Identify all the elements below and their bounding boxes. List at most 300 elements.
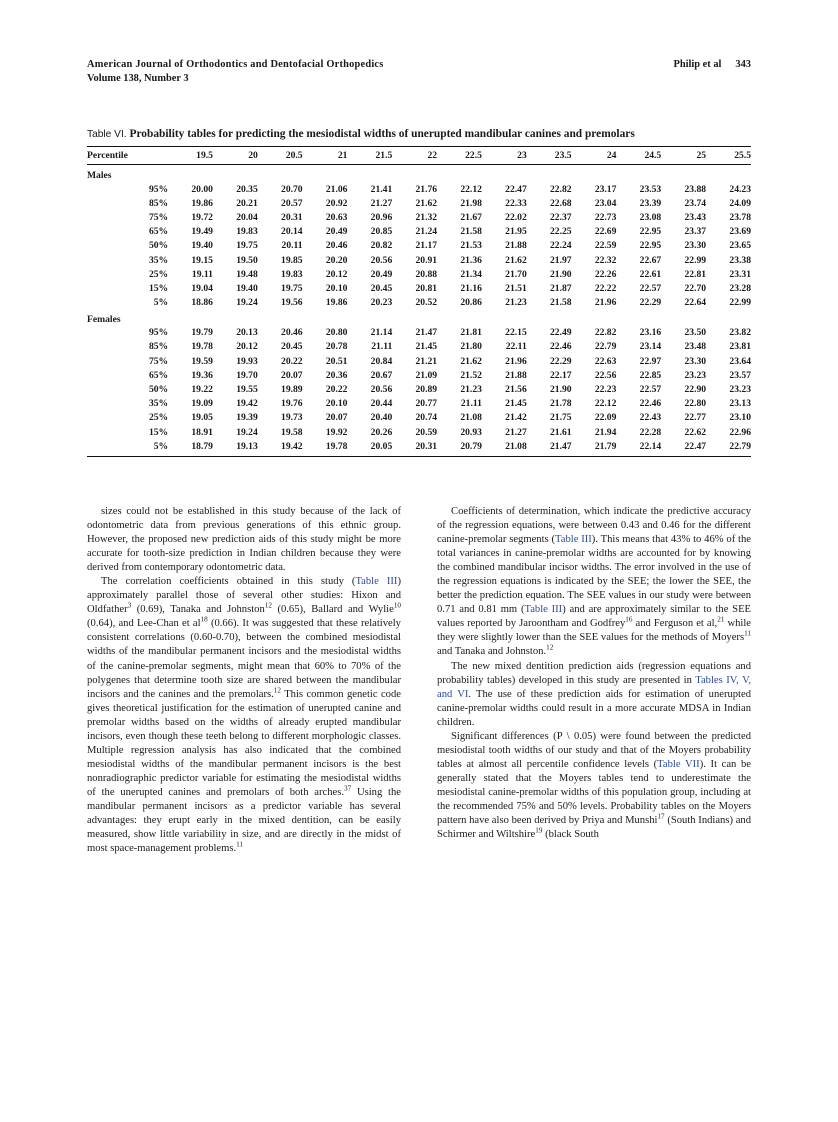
cell-value: 22.33	[505, 197, 527, 209]
cell-value: 22.63	[594, 355, 617, 367]
cell-value: 21.76	[415, 183, 438, 195]
cell-value: 24.23	[729, 183, 751, 195]
cell-value: 19.15	[191, 254, 213, 266]
cell-value: 21.58	[460, 226, 482, 238]
cell-value: 22.25	[549, 226, 572, 238]
cell-value: 23.17	[594, 183, 617, 195]
cell-value: 22.82	[594, 327, 617, 339]
cell-value: 20.04	[236, 211, 258, 223]
cell-value: 22.70	[684, 282, 707, 294]
table-group-row	[87, 310, 751, 326]
cell-value: 21.16	[460, 282, 482, 294]
cell-value: 19.76	[281, 398, 303, 410]
table-row	[87, 281, 751, 295]
cell-percentile: 35%	[148, 254, 169, 266]
cell-value: 20.91	[415, 254, 438, 266]
cell-value: 18.86	[191, 297, 213, 309]
cell-value: 19.78	[325, 440, 348, 452]
cell-value: 21.90	[549, 268, 572, 280]
table-header	[87, 147, 751, 165]
cell-value: 22.64	[684, 297, 707, 309]
cell-value: 20.22	[325, 384, 348, 396]
cell-value: 22.57	[639, 282, 662, 294]
cell-value: 21.45	[505, 398, 527, 410]
cell-value: 19.75	[281, 282, 303, 294]
cell-value: 19.83	[236, 226, 258, 238]
cell-value: 21.23	[505, 297, 527, 309]
cell-value: 19.73	[281, 412, 303, 424]
cell-value: 22.81	[684, 268, 707, 280]
rp1-t2: ). This means that 43% to 46% of the total variances in canine-premolar widths are accounted for by knowing the combined mandibular incisor widths. The error involved in the use of the regression equations is indicated by the SEE; the lower the SEE, the better the prediction equation. The SEE values in our study were between 0.71 and 0.81 mm (	[437, 534, 751, 616]
cell-value: 21.88	[505, 369, 527, 381]
cell-value: 19.72	[191, 211, 213, 223]
table-row	[87, 267, 751, 281]
cell-value: 21.62	[505, 254, 527, 266]
table-row	[87, 239, 751, 253]
cell-value: 20.36	[325, 369, 348, 381]
ref-sup-12b: 12	[273, 686, 281, 695]
cell-value: 20.57	[281, 197, 303, 209]
cell-value: 19.50	[236, 254, 258, 266]
cell-value: 19.40	[191, 240, 213, 252]
group-label-females: Females	[87, 313, 121, 325]
cell-value: 21.17	[415, 240, 438, 252]
cell-value: 20.44	[370, 398, 393, 410]
cell-value: 22.82	[549, 183, 572, 195]
cell-value: 23.43	[684, 211, 707, 223]
cell-value: 20.56	[370, 384, 393, 396]
cell-percentile: 5%	[153, 297, 169, 309]
cell-value: 22.59	[594, 240, 617, 252]
cell-value: 21.61	[549, 426, 572, 438]
ref-sup-12c: 12	[546, 643, 554, 652]
page-number: 343	[735, 59, 751, 70]
cell-value: 21.47	[549, 440, 572, 452]
cell-value: 23.64	[729, 355, 751, 367]
table-header-row	[87, 147, 751, 165]
cell-value: 20.74	[415, 412, 438, 424]
cell-value: 22.17	[549, 369, 572, 381]
cell-value: 22.02	[505, 211, 527, 223]
cell-value: 22.80	[684, 398, 707, 410]
cell-value: 19.22	[191, 384, 213, 396]
cell-value: 23.78	[729, 211, 751, 223]
lp2-t2: ) approximately parallel those of several other studies: Hixon and Oldfather	[87, 576, 401, 616]
header-percentile: Percentile	[87, 147, 168, 165]
cell-value: 19.42	[281, 440, 303, 452]
table-row	[87, 196, 751, 210]
cell-value: 18.91	[191, 426, 213, 438]
cell-value: 22.85	[639, 369, 662, 381]
author-line: Philip et al	[673, 59, 722, 70]
ref-sup-10: 10	[393, 601, 402, 610]
cell-value: 23.74	[684, 197, 707, 209]
cell-value: 23.57	[729, 369, 751, 381]
cell-value: 21.51	[505, 282, 527, 294]
xref-table-vii[interactable]: Table VII	[657, 758, 700, 770]
cell-value: 22.99	[729, 297, 751, 309]
cell-value: 19.24	[236, 426, 258, 438]
xref-table-iii-b[interactable]: Table III	[555, 534, 592, 546]
table-row	[87, 425, 751, 439]
header-width-22: 22	[392, 147, 437, 165]
cell-value: 20.00	[191, 183, 213, 195]
cell-value: 22.29	[549, 355, 572, 367]
left-column	[87, 505, 401, 856]
ref-sup-19: 19	[535, 826, 543, 835]
cell-value: 19.58	[281, 426, 303, 438]
cell-value: 23.23	[684, 369, 707, 381]
table-row	[87, 382, 751, 396]
cell-value: 20.10	[325, 398, 348, 410]
cell-value: 22.90	[684, 384, 707, 396]
lp2-t4: (0.65), Ballard and Wylie	[271, 604, 394, 616]
cell-value: 22.28	[639, 426, 662, 438]
cell-value: 20.45	[370, 282, 393, 294]
running-head-journal	[87, 58, 383, 85]
header-width-25-5: 25.5	[706, 147, 751, 165]
rp3-t3: (South Indians) and Schirmer and Wiltshire	[437, 815, 751, 841]
cell-value: 20.59	[415, 426, 438, 438]
journal-title: American Journal of Orthodontics and Dentofacial Orthopedics	[87, 59, 384, 70]
header-width-24-5: 24.5	[616, 147, 661, 165]
ref-sup-16: 16	[625, 615, 633, 624]
ref-sup-18: 18	[200, 615, 208, 624]
cell-value: 19.49	[191, 226, 213, 238]
cell-value: 19.86	[325, 297, 348, 309]
left-para-2	[87, 575, 401, 856]
table-label: Table VI.	[87, 129, 127, 140]
cell-value: 22.29	[639, 297, 662, 309]
table-row	[87, 210, 751, 224]
cell-value: 21.27	[370, 197, 393, 209]
header-width-20: 20	[213, 147, 258, 165]
cell-value: 22.79	[594, 341, 617, 353]
cell-percentile: 5%	[153, 440, 169, 452]
cell-value: 20.96	[370, 211, 393, 223]
cell-value: 21.32	[415, 211, 438, 223]
cell-value: 23.81	[729, 341, 751, 353]
cell-value: 22.11	[505, 341, 527, 353]
cell-value: 22.49	[549, 327, 572, 339]
cell-percentile: 85%	[148, 341, 169, 353]
cell-value: 20.80	[325, 327, 348, 339]
cell-value: 21.81	[460, 327, 482, 339]
cell-value: 22.56	[594, 369, 617, 381]
cell-value: 22.24	[549, 240, 572, 252]
cell-value: 19.93	[236, 355, 258, 367]
cell-value: 19.24	[236, 297, 258, 309]
cell-value: 22.79	[729, 440, 751, 452]
cell-value: 19.70	[236, 369, 258, 381]
probability-table	[87, 146, 751, 456]
table-vi-block	[87, 127, 751, 457]
cell-value: 21.23	[460, 384, 482, 396]
cell-value: 20.11	[281, 240, 303, 252]
cell-value: 21.96	[505, 355, 527, 367]
cell-value: 21.95	[505, 226, 527, 238]
cell-value: 22.69	[594, 226, 617, 238]
cell-value: 21.11	[371, 341, 393, 353]
cell-value: 21.34	[460, 268, 482, 280]
cell-value: 21.36	[460, 254, 482, 266]
cell-value: 22.77	[684, 412, 707, 424]
cell-value: 19.59	[191, 355, 213, 367]
cell-percentile: 15%	[148, 282, 169, 294]
cell-value: 19.48	[236, 268, 258, 280]
cell-value: 21.56	[505, 384, 527, 396]
cell-value: 21.08	[505, 440, 527, 452]
cell-value: 22.37	[549, 211, 572, 223]
running-head	[87, 58, 751, 85]
cell-value: 22.47	[505, 183, 527, 195]
lp2-t8: Using the mandibular permanent incisors as a predictor variable has several advantages: they erupt early in the mixed dentition, can be easily measured, show little variability in size, and are directly in the midst of most space-management problems.	[87, 786, 401, 855]
cell-percentile: 50%	[148, 384, 169, 396]
cell-percentile: 35%	[148, 398, 169, 410]
cell-value: 21.21	[415, 355, 438, 367]
cell-value: 21.47	[415, 327, 438, 339]
cell-value: 22.26	[594, 268, 617, 280]
cell-value: 21.41	[370, 183, 393, 195]
cell-value: 22.47	[684, 440, 707, 452]
cell-value: 21.14	[370, 327, 393, 339]
lp2-t1: The correlation coefficients obtained in this study (	[101, 576, 356, 588]
cell-value: 21.62	[460, 355, 482, 367]
cell-value: 20.56	[370, 254, 393, 266]
right-para-2	[437, 660, 751, 730]
cell-value: 20.26	[370, 426, 393, 438]
cell-value: 23.10	[729, 412, 751, 424]
header-width-20-5: 20.5	[258, 147, 303, 165]
cell-value: 22.14	[639, 440, 662, 452]
table-row	[87, 182, 751, 196]
cell-value: 23.30	[684, 355, 707, 367]
cell-value: 21.80	[460, 341, 482, 353]
cell-value: 19.92	[325, 426, 348, 438]
cell-value: 20.77	[415, 398, 438, 410]
ref-sup-12a: 12	[264, 601, 272, 610]
cell-value: 23.48	[684, 341, 707, 353]
cell-value: 23.04	[594, 197, 617, 209]
cell-percentile: 75%	[148, 355, 169, 367]
ref-sup-17: 17	[657, 812, 665, 821]
cell-value: 19.36	[191, 369, 213, 381]
cell-value: 22.46	[549, 341, 572, 353]
ref-sup-11a: 11	[236, 840, 244, 849]
rp3-t4: (black South	[542, 829, 599, 841]
cell-value: 18.79	[191, 440, 213, 452]
cell-value: 20.13	[236, 327, 258, 339]
cell-value: 20.31	[281, 211, 303, 223]
rp2-t2: . The use of these prediction aids for estimation of unerupted canine-premolar widths could result in a more accurate MDSA in Indian children.	[437, 688, 752, 728]
cell-value: 21.11	[460, 398, 482, 410]
cell-value: 22.32	[594, 254, 617, 266]
cell-value: 23.23	[729, 384, 751, 396]
cell-value: 21.70	[505, 268, 527, 280]
cell-value: 23.82	[729, 327, 751, 339]
cell-value: 20.49	[325, 226, 348, 238]
rp3-t1: Significant differences (P \ 0.05) were found between the predicted mesiodistal tooth widths of our study and that of the Moyers probability tables at almost all percentile confidence levels (	[437, 730, 751, 770]
header-width-25: 25	[661, 147, 706, 165]
cell-value: 23.53	[639, 183, 662, 195]
cell-value: 20.40	[370, 412, 393, 424]
cell-value: 20.85	[370, 226, 393, 238]
cell-value: 21.45	[415, 341, 438, 353]
header-width-24: 24	[572, 147, 617, 165]
cell-value: 20.20	[325, 254, 348, 266]
cell-value: 20.21	[236, 197, 258, 209]
cell-value: 22.43	[639, 412, 662, 424]
cell-value: 19.11	[191, 268, 213, 280]
lp2-t7: This common genetic code gives theoretical justification for the estimation of unerupted canine and premolar widths based on the widths of already erupted mandibular incisors, even though these teeth belong to different morphologic classes. Multiple regression analysis has also indicated that the combined mesiodistal widths of the mandibular permanent incisors is the best nonradiographic predictor variable for estimating the mesiodistal widths of the unerupted canines and premolars of both arches.	[87, 688, 401, 798]
lp2-t6: (0.66). It was suggested that these relatively consistent correlations (0.60-0.70), between the combined mesiodistal widths of the mandibular permanent incisors and the mesiodistal widths of the canine-premolar segments, might mean that 60% to 70% of the polygenes that determine tooth size are shared between the mandibular incisors and the canines and the premolars.	[87, 618, 401, 700]
cell-value: 19.78	[191, 341, 213, 353]
cell-value: 22.23	[594, 384, 617, 396]
cell-value: 20.84	[370, 355, 393, 367]
cell-value: 19.09	[191, 398, 213, 410]
cell-value: 20.07	[325, 412, 348, 424]
cell-value: 19.13	[236, 440, 258, 452]
table-row	[87, 340, 751, 354]
cell-value: 20.31	[415, 440, 438, 452]
cell-value: 21.97	[549, 254, 572, 266]
xref-table-iii-c[interactable]: Table III	[524, 604, 563, 616]
cell-value: 20.92	[325, 197, 348, 209]
cell-value: 22.09	[594, 412, 617, 424]
rp3-t2: ). It can be generally stated that the Moyers tables tend to underestimate the mesiodistal canine-premolar widths of this population group, including at the recommended 75% and 50% levels. Probability tables on the Moyers pattern have also been derived by Priya and Munshi	[437, 758, 751, 827]
cell-value: 20.49	[370, 268, 393, 280]
cell-value: 23.38	[729, 254, 751, 266]
cell-value: 23.16	[639, 327, 662, 339]
cell-percentile: 15%	[148, 426, 169, 438]
table-row	[87, 326, 751, 340]
table-row	[87, 253, 751, 267]
cell-value: 23.30	[684, 240, 707, 252]
right-column	[437, 505, 751, 856]
cell-value: 19.75	[236, 240, 258, 252]
header-width-21: 21	[303, 147, 348, 165]
cell-value: 24.09	[729, 197, 751, 209]
cell-value: 23.69	[729, 226, 751, 238]
cell-value: 20.86	[460, 297, 482, 309]
cell-value: 23.39	[639, 197, 662, 209]
table-row	[87, 354, 751, 368]
cell-value: 19.42	[236, 398, 258, 410]
header-width-21-5: 21.5	[347, 147, 392, 165]
rp1-t4: and Ferguson et al,	[632, 618, 718, 630]
ref-sup-3: 3	[127, 601, 132, 610]
cell-value: 21.87	[549, 282, 572, 294]
right-para-3	[437, 730, 751, 842]
cell-value: 22.57	[639, 384, 662, 396]
cell-value: 19.39	[236, 412, 258, 424]
table-row	[87, 225, 751, 239]
running-head-authors	[673, 58, 751, 72]
cell-value: 21.08	[460, 412, 482, 424]
rp1-t3: ) and are approximately similar to the SEE values reported by Jaroontham and Godfrey	[437, 604, 752, 630]
cell-value: 19.89	[281, 384, 303, 396]
ref-sup-37: 37	[344, 784, 352, 793]
cell-value: 22.96	[729, 426, 751, 438]
cell-value: 19.85	[281, 254, 303, 266]
cell-value: 22.12	[594, 398, 617, 410]
cell-value: 19.86	[191, 197, 213, 209]
cell-value: 21.94	[594, 426, 617, 438]
cell-value: 20.23	[370, 297, 393, 309]
cell-value: 20.46	[281, 327, 303, 339]
rp1-t1: Coefficients of determination, which indicate the predictive accuracy of the regression equations, were between 0.43 and 0.46 for the different canine-premolar segments (	[437, 506, 751, 546]
cell-value: 21.42	[505, 412, 527, 424]
cell-value: 21.78	[549, 398, 572, 410]
group-label-males: Males	[87, 170, 112, 181]
cell-value: 23.13	[729, 398, 751, 410]
ref-sup-11b: 11	[744, 629, 751, 638]
cell-value: 23.37	[684, 226, 707, 238]
header-width-22-5: 22.5	[437, 147, 482, 165]
cell-value: 19.56	[281, 297, 303, 309]
cell-value: 23.28	[729, 282, 751, 294]
cell-value: 22.99	[684, 254, 707, 266]
header-width-23: 23	[482, 147, 527, 165]
table-row	[87, 368, 751, 382]
cell-value: 22.95	[639, 226, 662, 238]
cell-percentile: 95%	[148, 183, 169, 195]
xref-tables-iv-v-vi[interactable]: Tables IV, V, and VI	[437, 674, 752, 700]
cell-value: 23.31	[729, 268, 751, 280]
cell-value: 20.22	[281, 355, 303, 367]
cell-value: 23.08	[639, 211, 662, 223]
cell-percentile: 25%	[148, 412, 169, 424]
cell-percentile: 85%	[148, 197, 169, 209]
cell-value: 20.05	[370, 440, 393, 452]
cell-value: 21.79	[594, 440, 617, 452]
cell-value: 20.51	[325, 355, 348, 367]
cell-value: 20.63	[325, 211, 348, 223]
cell-value: 20.52	[415, 297, 438, 309]
left-para-1: sizes could not be established in this study because of the lack of odontometric data from previous generations of this ethnic group. However, the proposed new prediction aids of this study might be more accurate for tooth-size prediction in Indian children because they were derived from contemporary odontometric data.	[87, 506, 401, 574]
cell-value: 20.35	[236, 183, 258, 195]
cell-value: 20.07	[281, 369, 303, 381]
cell-value: 21.88	[505, 240, 527, 252]
table-body	[87, 165, 751, 456]
cell-value: 20.67	[370, 369, 393, 381]
xref-table-iii-a[interactable]: Table III	[355, 576, 398, 588]
table-row	[87, 411, 751, 425]
cell-value: 20.89	[415, 384, 438, 396]
cell-percentile: 65%	[148, 369, 169, 381]
cell-value: 23.65	[729, 240, 751, 252]
cell-value: 22.12	[460, 183, 482, 195]
cell-value: 23.14	[639, 341, 662, 353]
cell-value: 19.79	[191, 327, 213, 339]
cell-percentile: 50%	[148, 240, 169, 252]
cell-value: 20.82	[370, 240, 393, 252]
cell-value: 20.79	[460, 440, 482, 452]
cell-value: 22.73	[594, 211, 617, 223]
cell-value: 21.53	[460, 240, 482, 252]
cell-value: 19.40	[236, 282, 258, 294]
cell-value: 21.52	[460, 369, 482, 381]
cell-value: 21.96	[594, 297, 617, 309]
cell-value: 19.05	[191, 412, 213, 424]
cell-value: 22.15	[505, 327, 527, 339]
cell-value: 22.67	[639, 254, 662, 266]
cell-value: 23.88	[684, 183, 707, 195]
cell-value: 22.62	[684, 426, 707, 438]
cell-percentile: 65%	[148, 226, 169, 238]
cell-value: 21.67	[460, 211, 482, 223]
cell-percentile: 25%	[148, 268, 169, 280]
